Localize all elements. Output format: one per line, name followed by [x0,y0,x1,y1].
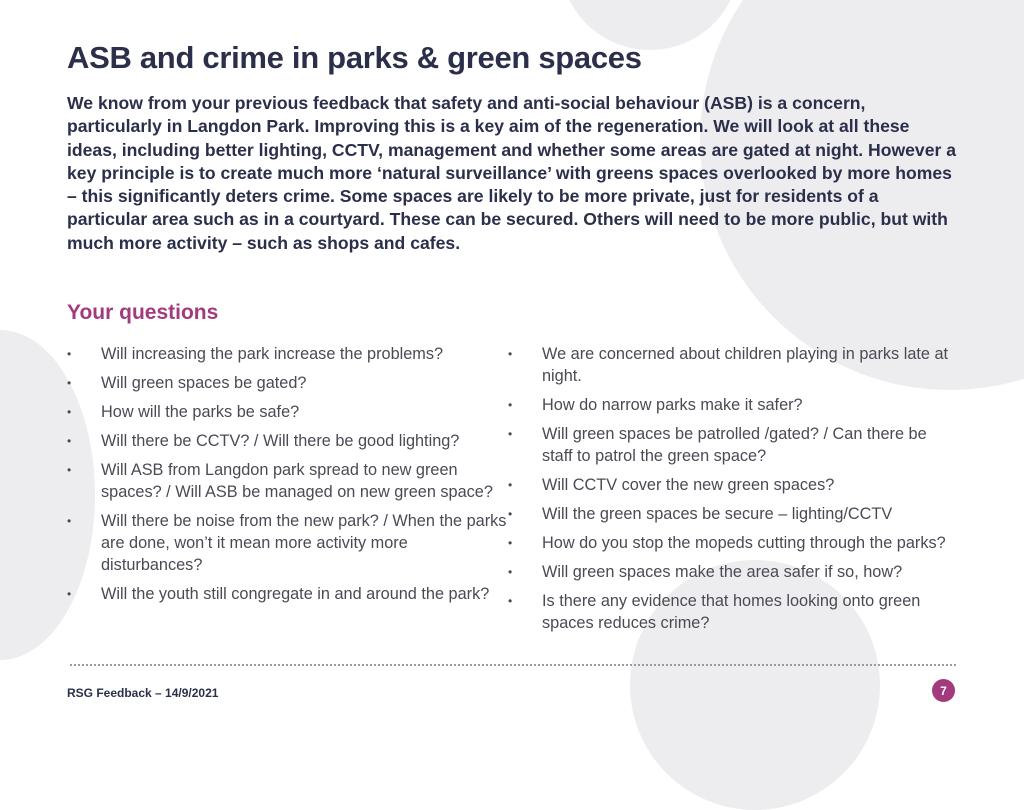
question-text: Will the youth still congregate in and around the park? [101,584,490,603]
bullet-icon: • [508,477,513,492]
question-text: Will CCTV cover the new green spaces? [542,475,835,494]
bullet-icon: • [67,376,72,391]
page-number-badge: 7 [932,679,955,702]
bullet-icon: • [67,463,72,478]
list-item [508,344,958,387]
list-item [508,533,958,555]
bullet-icon: • [508,506,513,521]
intro-paragraph: We know from your previous feedback that safety and anti-social behaviour (ASB) is a concern, particularly in Langdon Park. Improving this is a key aim of the regeneration. We will look at all these ideas, including better lighting, CCTV, management and whether some areas are gated at night. However a key principle is to create much more ‘natural surveillance’ with greens spaces overlooked by more homes – this significantly deters crime. Some spaces are likely to be more private, just for residents of a particular area such as in a courtyard. These can be secured. Others will need to be more public, but with much more activity – such as shops and cafes. [67,93,957,253]
question-text: Is there any evidence that homes looking onto green spaces reduces crime? [542,592,921,632]
question-text: Will there be CCTV? / Will there be good lighting? [101,432,460,451]
bullet-icon: • [508,397,513,412]
questions-list-right [508,344,958,642]
footer-divider [70,664,956,666]
question-text: We are concerned about children playing in parks late at night. [542,345,949,385]
bullet-icon: • [67,347,72,361]
question-text: Will there be noise from the new park? / When the parks are done, won’t it mean more activity more disturbances? [101,512,507,574]
questions-heading: Your questions [67,301,219,324]
bullet-icon: • [508,535,513,550]
list-item [67,511,512,576]
list-item [67,344,512,366]
list-item [508,424,958,467]
question-text: Will increasing the park increase the problems? [101,345,444,363]
question-text: How do you stop the mopeds cutting through the parks? [542,533,946,552]
slide-title: ASB and crime in parks & green spaces [67,40,642,75]
bullet-icon: • [67,405,72,420]
question-text: Will green spaces be gated? [101,374,307,393]
list-item [508,591,958,634]
list-item [67,431,512,453]
list-item [67,402,512,424]
bullet-icon: • [67,434,72,449]
bullet-icon: • [508,564,513,579]
questions-list-left [67,344,512,613]
bullet-icon: • [508,594,513,609]
list-item [508,475,958,497]
list-item [67,460,512,503]
question-text: How do narrow parks make it safer? [542,395,803,414]
bullet-icon: • [67,586,72,601]
list-item [67,373,512,395]
question-text: How will the parks be safe? [101,403,300,422]
footer-text: RSG Feedback – 14/9/2021 [67,686,219,700]
list-item [67,584,512,606]
bullet-icon: • [508,426,513,441]
question-text: Will ASB from Langdon park spread to new green spaces? / Will ASB be managed on new green space? [101,461,493,502]
question-text: Will green spaces be patrolled /gated? / Can there be staff to patrol the green space? [542,424,927,465]
list-item [508,395,958,417]
bullet-icon: • [508,347,513,361]
list-item [508,562,958,584]
question-text: Will green spaces make the area safer if so, how? [542,562,903,581]
bullet-icon: • [67,514,72,529]
question-text: Will the green spaces be secure – lighting/CCTV [542,504,893,523]
list-item [508,504,958,526]
